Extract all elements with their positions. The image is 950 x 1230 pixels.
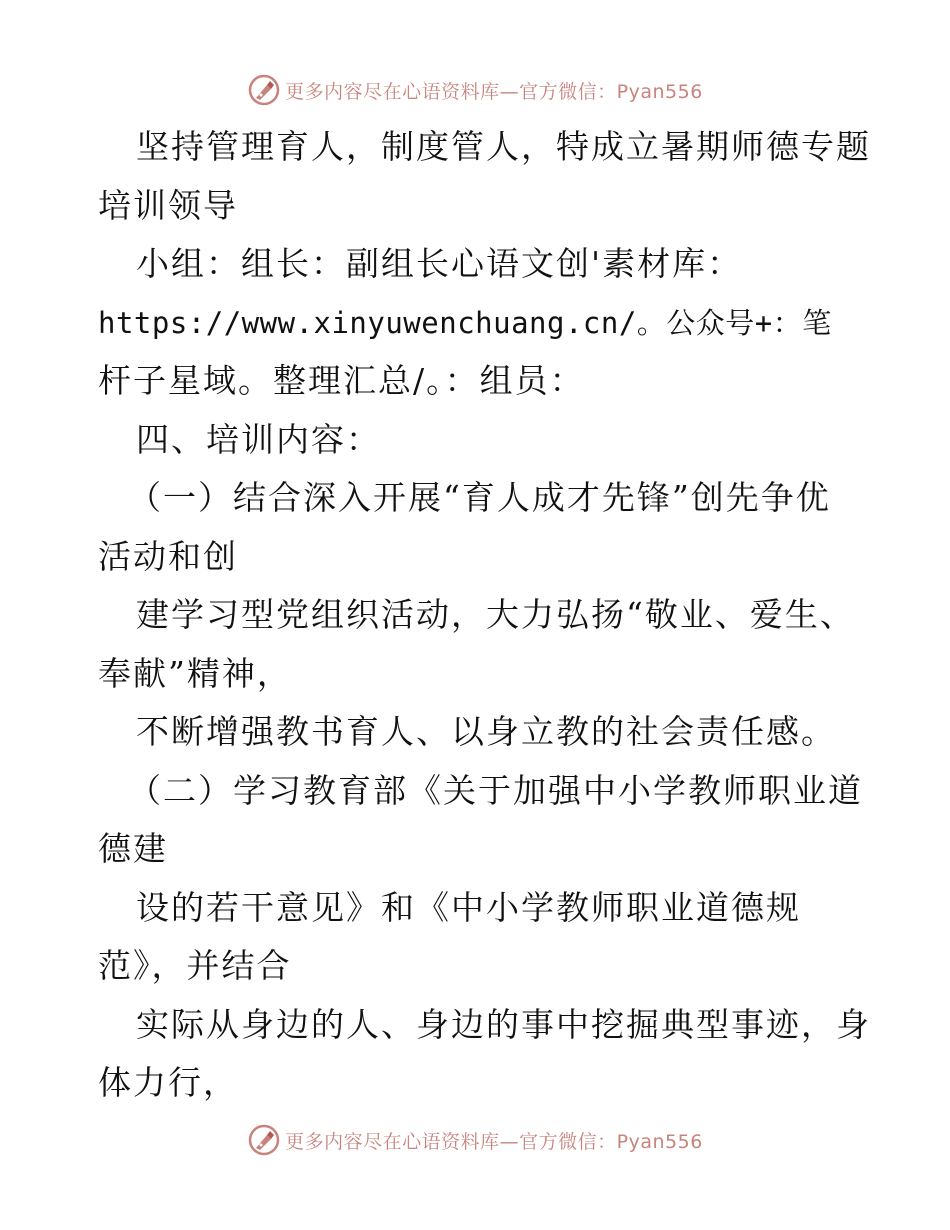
text-line: 范》，并结合 [98, 946, 292, 985]
pen-nib-logo-icon [247, 73, 281, 107]
watermark-text: 更多内容尽在心语资料库—官方微信：Pyan556 [285, 1130, 703, 1153]
text-line: 杆子星域。整理汇总/。：组员： [98, 361, 585, 400]
text-line: （一）结合深入开展“育人成才先锋”创先争优 [128, 478, 831, 517]
text-line: https://www.xinyuwenchuang.cn/。公众号+：笔 [98, 305, 832, 340]
document-body [98, 118, 871, 1113]
text-line: 小组：组长：副组长心语文创'素材库： [136, 244, 743, 283]
pen-nib-logo-icon [247, 1123, 281, 1157]
text-line: 奉献”精神， [98, 653, 292, 693]
section-heading: 四、培训内容： [136, 419, 381, 459]
watermark-text: 更多内容尽在心语资料库—官方微信：Pyan556 [285, 80, 703, 103]
text-line: 不断增强教书育人、以身立教的社会责任感。 [136, 712, 836, 751]
header-watermark [0, 70, 950, 110]
text-line: 活动和创 [98, 536, 238, 576]
text-line: 体力行， [98, 1063, 238, 1102]
text-line: 德建 [98, 829, 168, 868]
text-line: 实际从身边的人、身边的事中挖掘典型事迹，身 [136, 1004, 871, 1044]
text-line: 培训领导 [98, 185, 238, 225]
text-line: 坚持管理育人，制度管人，特成立暑期师德专题 [136, 127, 871, 166]
text-line: 建学习型党组织活动，大力弘扬“敬业、爱生、 [136, 595, 855, 634]
footer-watermark [0, 1120, 950, 1160]
text-line: （二）学习教育部《关于加强中小学教师职业道 [128, 770, 863, 810]
text-line: 设的若干意见》和《中小学教师职业道德规 [136, 887, 801, 927]
